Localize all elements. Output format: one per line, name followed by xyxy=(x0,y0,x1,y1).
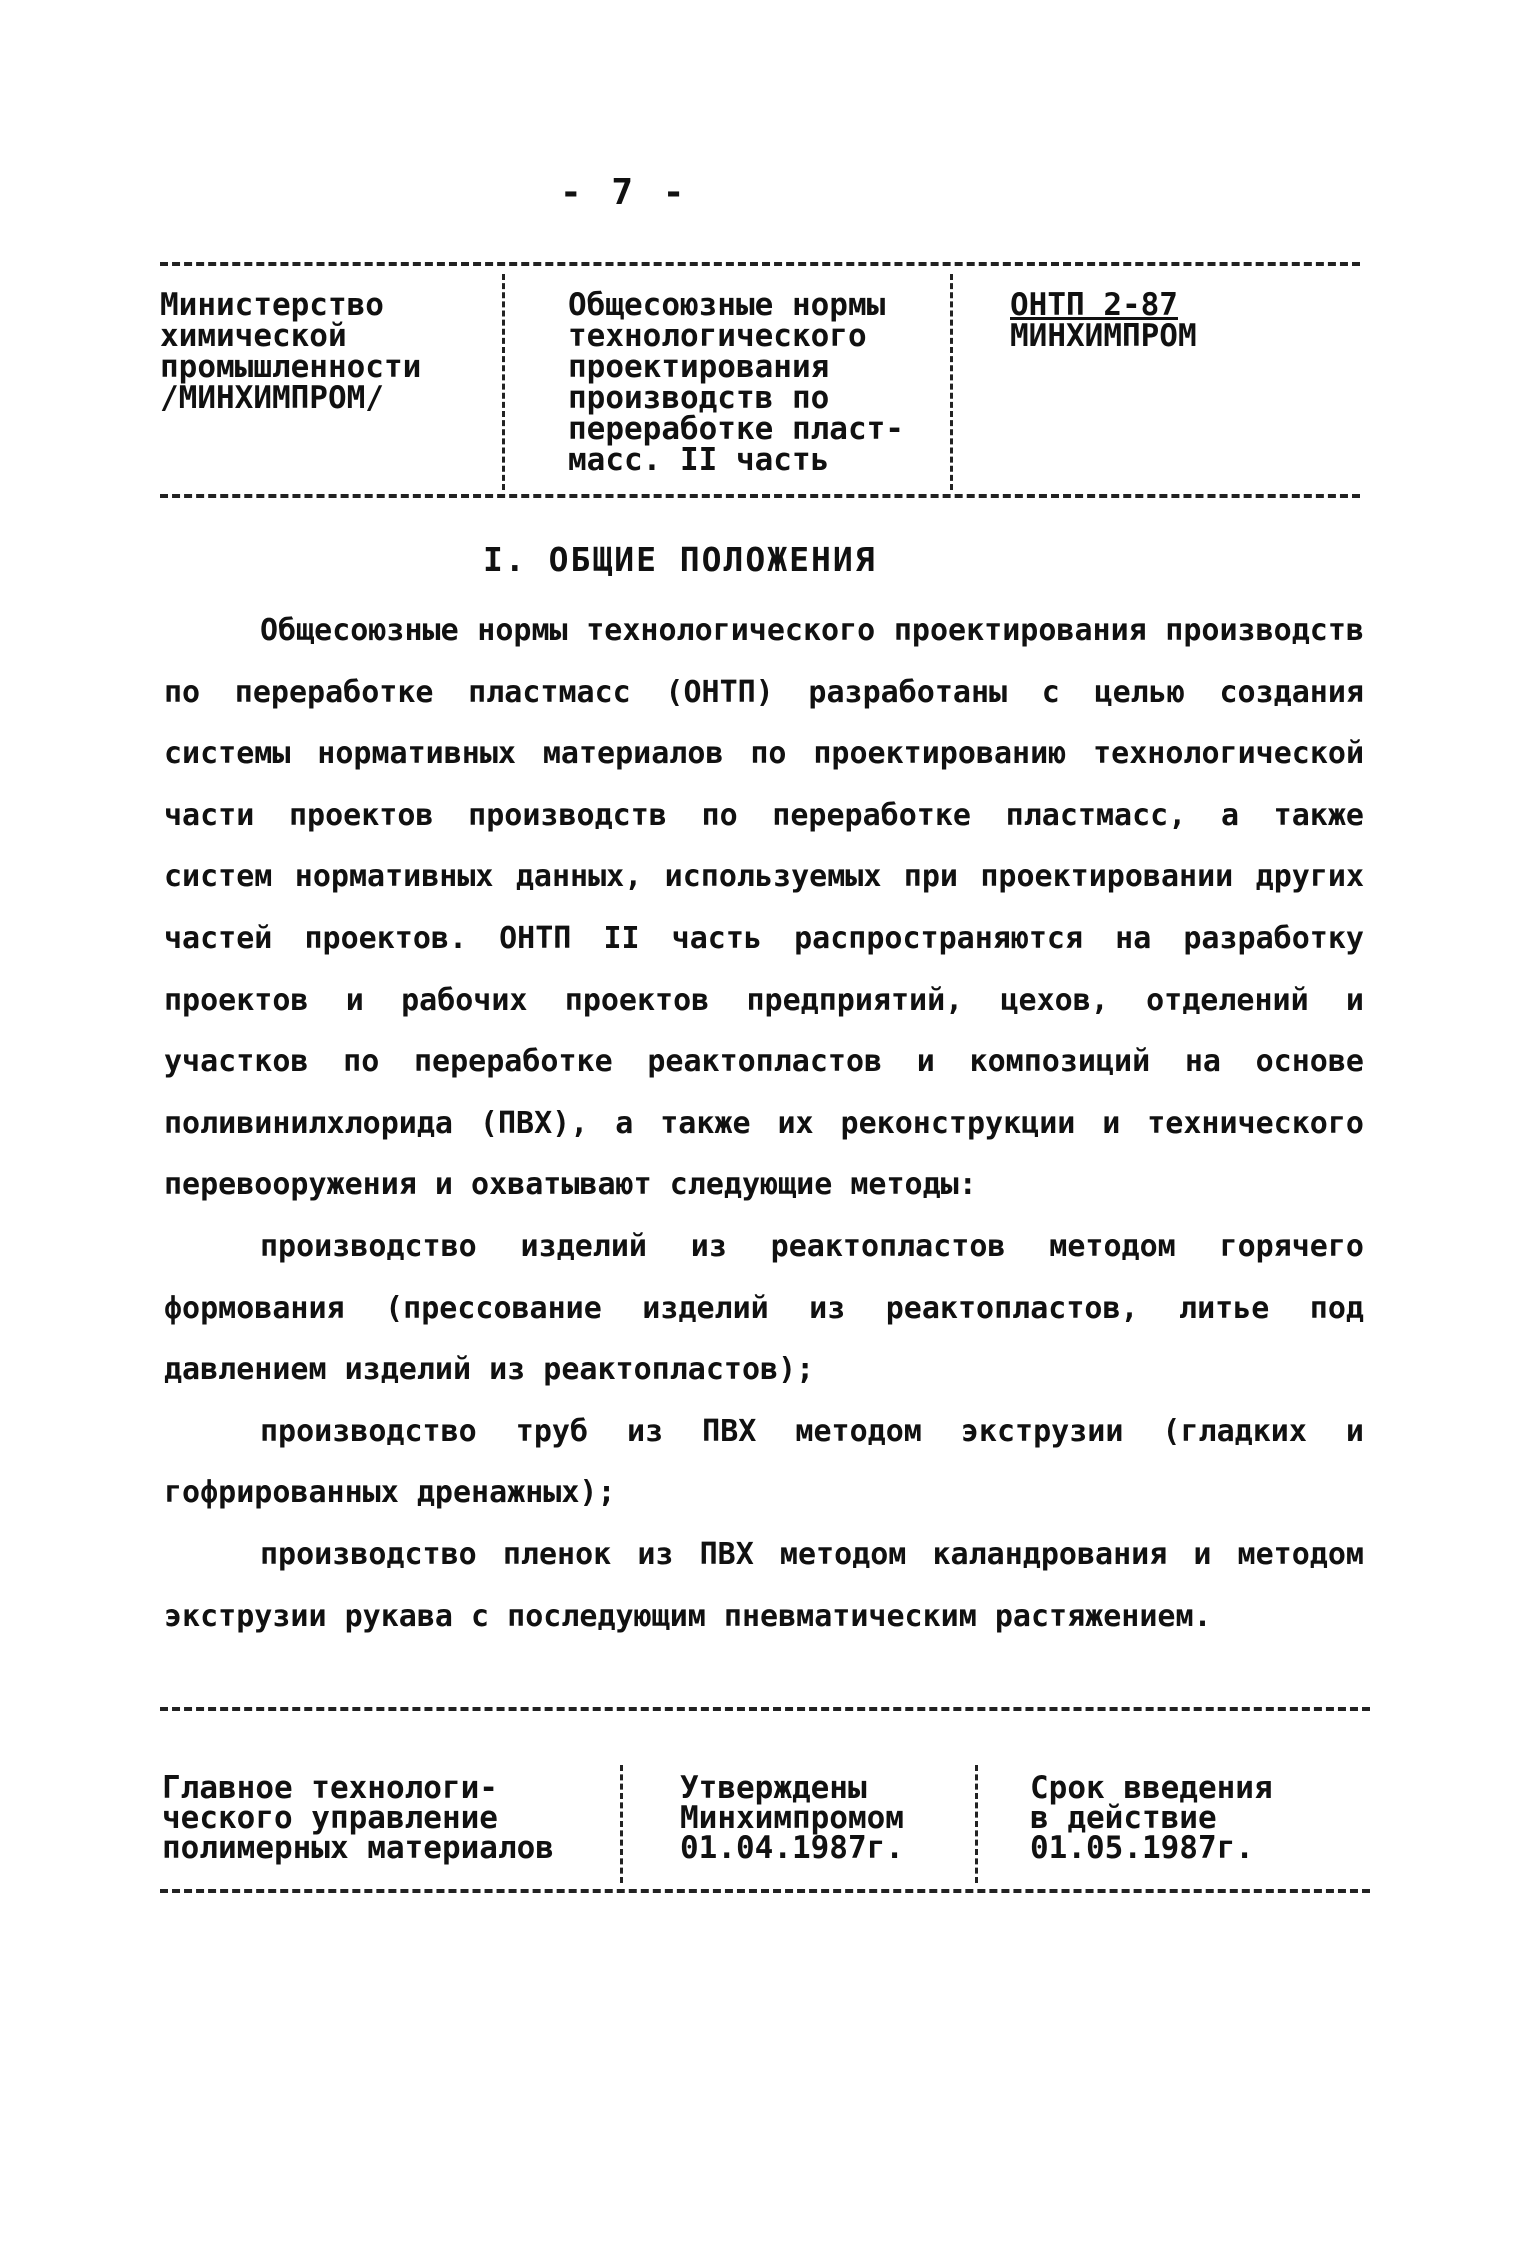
approval-block xyxy=(160,1707,1370,1893)
approval-info xyxy=(680,1770,904,1866)
document-code xyxy=(1010,287,1350,354)
title-line: проектирования xyxy=(568,349,830,385)
code-number: ОНТП 2-87 xyxy=(1010,287,1178,323)
department-line: Главное технологи- xyxy=(162,1770,498,1806)
submitting-department xyxy=(162,1770,554,1866)
approval-line: Минхимпромом xyxy=(680,1800,904,1836)
effective-line: Срок введения xyxy=(1030,1770,1273,1806)
column-divider xyxy=(502,274,505,490)
title-line: переработке пласт- xyxy=(568,411,904,447)
ministry-line: Министерство xyxy=(160,287,384,323)
effective-date: 01.05.1987г. xyxy=(1030,1830,1254,1866)
approval-date: 01.04.1987г. xyxy=(680,1830,904,1866)
title-line: Общесоюзные нормы xyxy=(568,287,886,323)
paragraph: производство пленок из ПВХ методом каландрования и методом экструзии рукава с последующим пневматическим растяжением. xyxy=(164,1536,1364,1634)
ministry-line: химической xyxy=(160,318,347,354)
paragraph: производство труб из ПВХ методом экструзии (гладких и гофрированных дренажных); xyxy=(164,1413,1364,1511)
title-line: масс. II часть xyxy=(568,442,830,478)
effective-line: в действие xyxy=(1030,1800,1217,1836)
column-divider xyxy=(620,1765,623,1883)
ministry-line: /МИНХИМПРОМ/ xyxy=(160,380,384,416)
page-number: - 7 - xyxy=(560,172,689,213)
code-issuer: МИНХИМПРОМ xyxy=(1010,318,1197,354)
department-line: ческого управление xyxy=(162,1800,498,1836)
ministry-name xyxy=(160,287,490,416)
body-text xyxy=(164,600,1364,1647)
approval-line: Утверждены xyxy=(680,1770,867,1806)
effective-date-info xyxy=(1030,1770,1273,1866)
column-divider xyxy=(950,274,953,490)
title-line: технологического xyxy=(568,318,867,354)
paragraph: Общесоюзные нормы технологического проектирования производств по переработке пластмасс (ОНТП) разработаны с целью создания системы нормативных материалов по проектированию технологической части проектов производств по переработке пластмасс, а также систем нормативных данных, используемых при проектировании других частей проектов. ОНТП II часть распространяются на разработку проектов и рабочих проектов предприятий, цехов, отделений и участков по переработке реактопластов и композиций на основе поливинилхлорида (ПВХ), а также их реконструкции и технического перевооружения и охватывают следующие методы: xyxy=(164,613,1364,1203)
ministry-line: промышленности xyxy=(160,349,422,385)
section-title: I. ОБЩИЕ ПОЛОЖЕНИЯ xyxy=(483,540,877,579)
department-line: полимерных материалов xyxy=(162,1830,554,1866)
column-divider xyxy=(975,1765,978,1883)
document-header-block xyxy=(160,262,1360,498)
title-line: производств по xyxy=(568,380,830,416)
paragraph: производство изделий из реактопластов методом горячего формования (прессование изделий из реактопластов, литье под давлением изделий из реактопластов); xyxy=(164,1228,1364,1388)
document-title xyxy=(568,287,938,478)
